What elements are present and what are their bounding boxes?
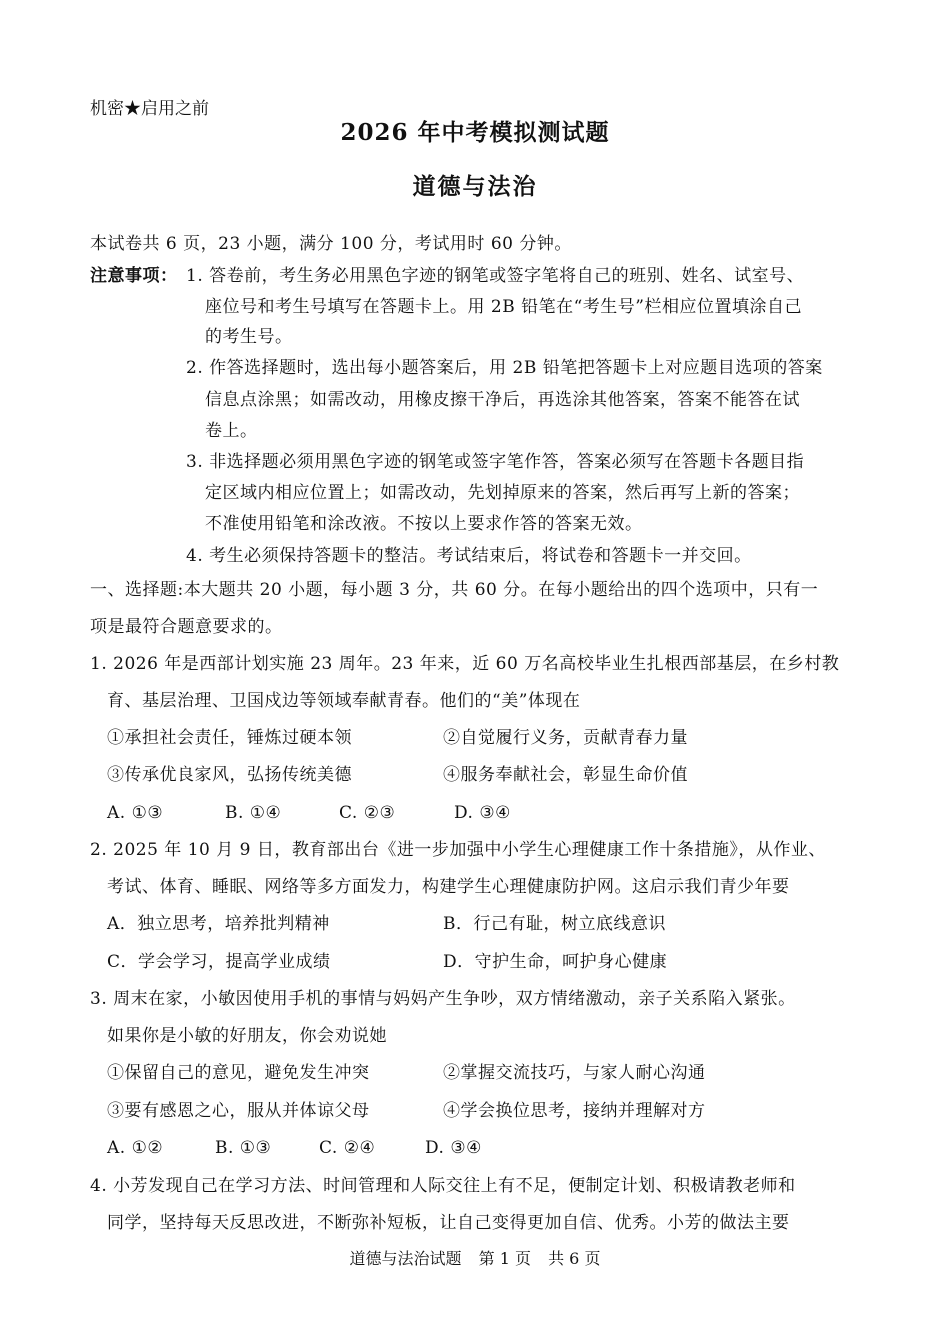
q3-choice-a: A. ①② (107, 1138, 164, 1158)
q2-line-1: 2. 2025 年 10 月 9 日，教育部出台《进一步加强中小学生心理健康工作十条措施》，从作业、 (90, 840, 826, 860)
note-4-line-1: 4. 考生必须保持答题卡的整洁。考试结束后，将试卷和答题卡一并交回。 (186, 546, 752, 566)
footer-total-pages: 共 6 页 (548, 1249, 601, 1268)
q1-choice-a: A. ①③ (107, 803, 164, 823)
q1-statement-4: ④服务奉献社会，彰显生命价值 (443, 765, 688, 785)
q1-choice-d: D. ③④ (454, 803, 511, 823)
notes-label: 注意事项： (90, 266, 178, 286)
note-1-line-3: 的考生号。 (205, 327, 293, 347)
q3-statement-1: ①保留自己的意见，避免发生冲突 (107, 1063, 370, 1083)
q2-option-a: A．独立思考，培养批判精神 (107, 914, 330, 934)
q3-line-2: 如果你是小敏的好朋友，你会劝说她 (107, 1026, 387, 1046)
q3-choice-b: B. ①③ (215, 1138, 272, 1158)
footer-subject: 道德与法治试题 (349, 1249, 462, 1268)
q2-option-c: C．学会学习，提高学业成绩 (107, 952, 331, 972)
confidential-mark: 机密★启用之前 (90, 99, 209, 119)
note-2-line-3: 卷上。 (205, 421, 258, 441)
q1-statement-1: ①承担社会责任，锤炼过硬本领 (107, 728, 352, 748)
note-1-line-1: 1. 答卷前，考生务必用黑色字迹的钢笔或签字笔将自己的班别、姓名、试室号、 (186, 266, 805, 286)
q1-choice-b: B. ①④ (225, 803, 282, 823)
section1-line-1: 一、选择题:本大题共 20 小题，每小题 3 分，共 60 分。在每小题给出的四个选项中，只有一 (90, 580, 819, 600)
intro-text: 本试卷共 6 页，23 小题，满分 100 分，考试用时 60 分钟。 (90, 234, 572, 254)
q3-statement-2: ②掌握交流技巧，与家人耐心沟通 (443, 1063, 706, 1083)
q1-choice-c: C. ②③ (339, 803, 396, 823)
q4-line-2: 同学，坚持每天反思改进，不断弥补短板，让自己变得更加自信、优秀。小芳的做法主要 (107, 1213, 790, 1233)
footer-page-number: 第 1 页 (478, 1249, 531, 1268)
note-1-line-2: 座位号和考生号填写在答题卡上。用 2B 铅笔在“考生号”栏相应位置填涂自己 (205, 297, 802, 317)
note-2-line-1: 2. 作答选择题时，选出每小题答案后，用 2B 铅笔把答题卡上对应题目选项的答案 (186, 358, 823, 378)
page-footer (0, 1246, 950, 1269)
q3-statement-3: ③要有感恩之心，服从并体谅父母 (107, 1101, 370, 1121)
section1-line-2: 项是最符合题意要求的。 (90, 617, 283, 637)
q3-line-1: 3. 周末在家，小敏因使用手机的事情与妈妈产生争吵，双方情绪激动，亲子关系陷入紧张。 (90, 989, 796, 1009)
subject-title: 道德与法治 (412, 174, 538, 200)
q1-line-1: 1. 2026 年是西部计划实施 23 周年。23 年来，近 60 万名高校毕业生扎根西部基层，在乡村教 (90, 654, 840, 674)
q2-line-2: 考试、体育、睡眠、网络等多方面发力，构建学生心理健康防护网。这启示我们青少年要 (107, 877, 790, 897)
note-3-line-1: 3. 非选择题必须用黑色字迹的钢笔或签字笔作答，答案必须写在答题卡各题目指 (186, 452, 805, 472)
q1-statement-3: ③传承优良家风，弘扬传统美德 (107, 765, 352, 785)
q1-statement-2: ②自觉履行义务，贡献青春力量 (443, 728, 688, 748)
q2-option-b: B．行己有耻，树立底线意识 (443, 914, 666, 934)
note-3-line-2: 定区域内相应位置上；如需改动，先划掉原来的答案，然后再写上新的答案； (205, 483, 800, 503)
q3-statement-4: ④学会换位思考，接纳并理解对方 (443, 1101, 706, 1121)
q1-line-2: 育、基层治理、卫国戍边等领域奉献青春。他们的“美”体现在 (107, 691, 581, 711)
q3-choice-c: C. ②④ (319, 1138, 376, 1158)
note-2-line-2: 信息点涂黑；如需改动，用橡皮擦干净后，再选涂其他答案，答案不能答在试 (205, 390, 800, 410)
q2-option-d: D．守护生命，呵护身心健康 (443, 952, 668, 972)
q3-choice-d: D. ③④ (425, 1138, 482, 1158)
note-3-line-3: 不准使用铅笔和涂改液。不按以上要求作答的答案无效。 (205, 514, 643, 534)
q4-line-1: 4. 小芳发现自己在学习方法、时间管理和人际交往上有不足，便制定计划、积极请教老师和 (90, 1176, 796, 1196)
exam-title: 2026 年中考模拟测试题 (340, 119, 610, 146)
